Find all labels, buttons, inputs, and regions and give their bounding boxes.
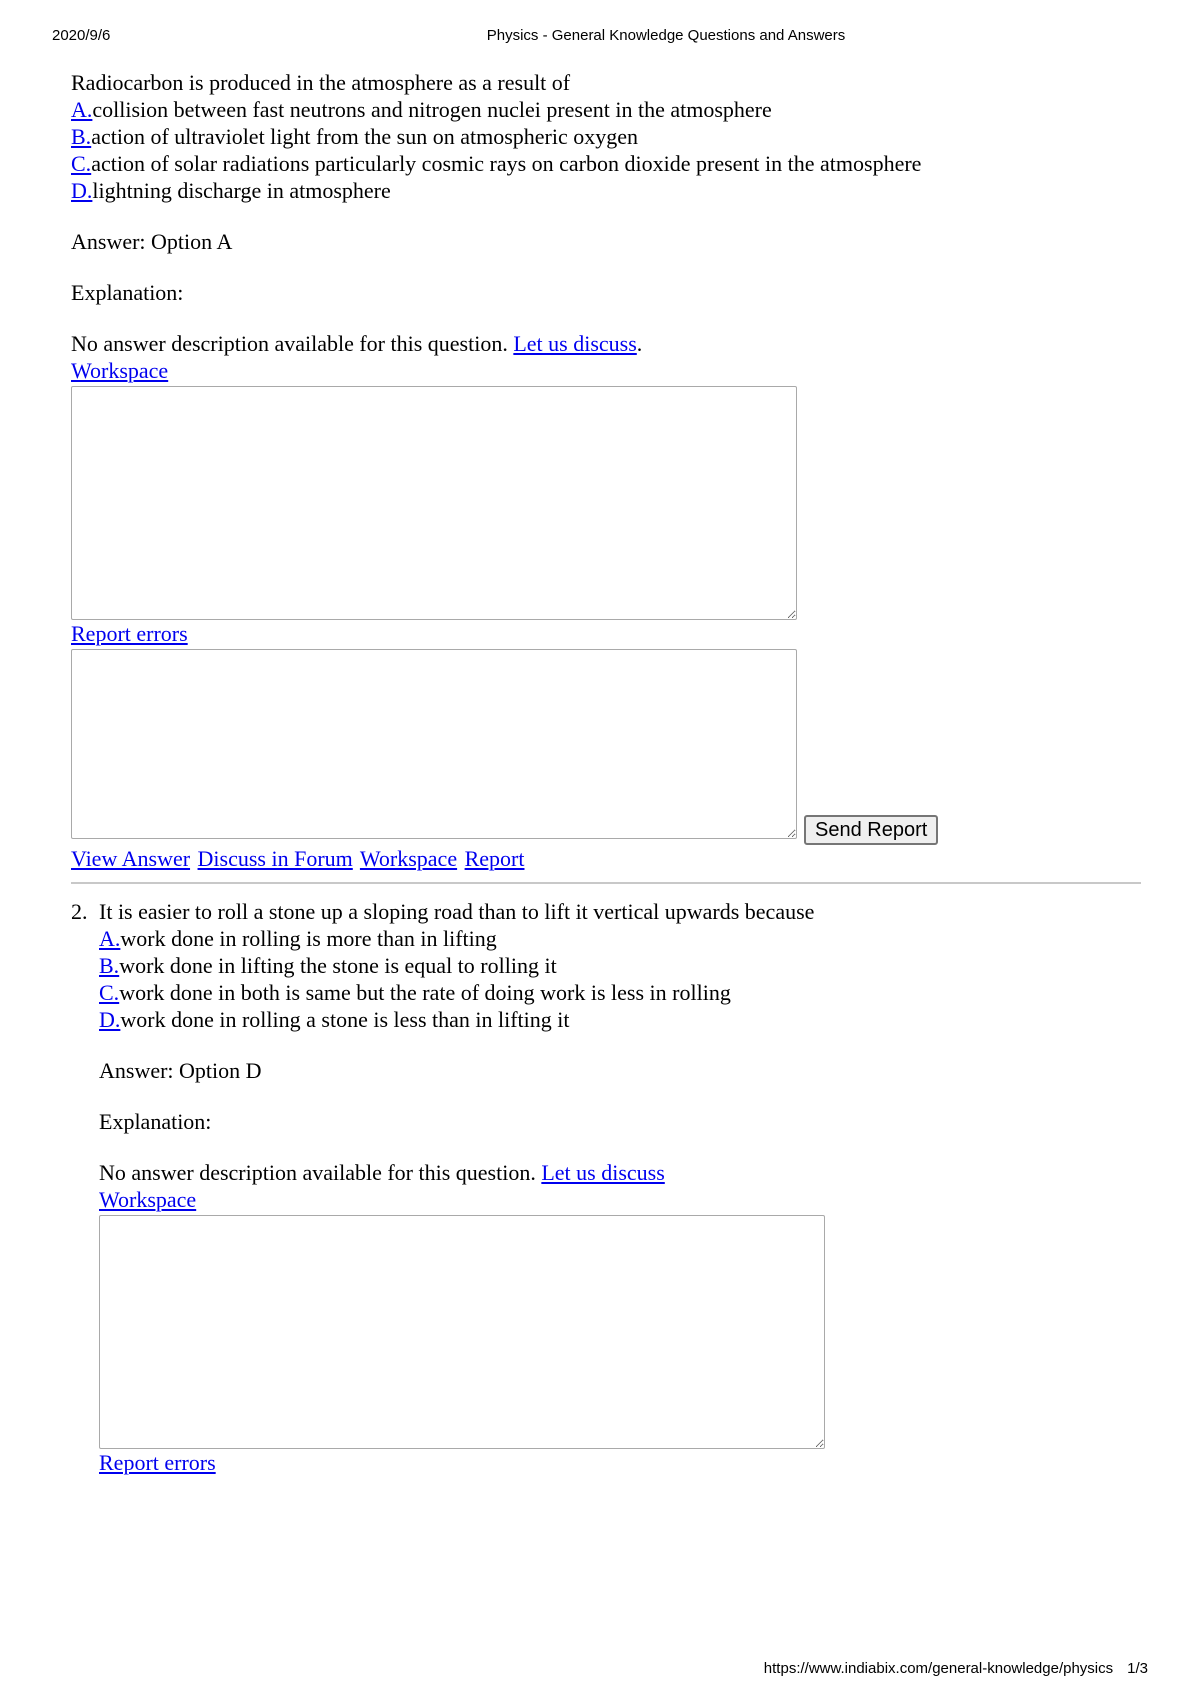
option-d — [99, 1006, 1151, 1033]
discuss-link[interactable]: Let us discuss — [541, 1160, 665, 1185]
option-d — [71, 177, 1151, 204]
workspace-textarea[interactable] — [99, 1215, 825, 1449]
no-description-text: No answer description available for this question. — [99, 1160, 536, 1185]
option-b-link[interactable]: B. — [71, 124, 92, 149]
question-2 — [71, 898, 1151, 1476]
print-date: 2020/9/6 — [52, 27, 111, 44]
option-c-link[interactable]: C. — [99, 980, 120, 1005]
answer-text: Answer: Option D — [99, 1058, 262, 1083]
option-a-link[interactable]: A. — [99, 926, 121, 951]
option-a — [99, 925, 1151, 952]
option-c — [71, 150, 1151, 177]
no-description — [99, 1159, 1151, 1186]
page-number: 1/3 — [1127, 1660, 1148, 1677]
action-links — [71, 845, 1151, 872]
option-a-link[interactable]: A. — [71, 97, 93, 122]
question-1 — [71, 69, 1151, 872]
report-errors-link[interactable]: Report errors — [71, 621, 188, 646]
option-c — [99, 979, 1151, 1006]
page-footer — [750, 1660, 1148, 1677]
divider — [71, 882, 1141, 884]
report-textarea[interactable] — [71, 649, 797, 839]
option-b — [99, 952, 1151, 979]
workspace-action-link[interactable]: Workspace — [359, 846, 458, 871]
option-b-link[interactable]: B. — [99, 953, 120, 978]
option-b-text: work done in lifting the stone is equal to rolling it — [119, 953, 557, 978]
option-d-text: lightning discharge in atmosphere — [92, 178, 391, 203]
option-b — [71, 123, 1151, 150]
workspace-textarea[interactable] — [71, 386, 797, 620]
option-d-link[interactable]: D. — [99, 1007, 121, 1032]
workspace-link[interactable]: Workspace — [99, 1187, 197, 1212]
question-number: 2. — [71, 899, 88, 924]
discuss-in-forum-link[interactable]: Discuss in Forum — [197, 846, 353, 871]
option-a — [71, 96, 1151, 123]
report-errors-link[interactable]: Report errors — [99, 1450, 216, 1475]
option-a-text: collision between fast neutrons and nitrogen nuclei present in the atmosphere — [92, 97, 772, 122]
page-title: Physics - General Knowledge Questions and Answers — [486, 27, 846, 44]
content — [71, 69, 1151, 1476]
option-b-text: action of ultraviolet light from the sun on atmospheric oxygen — [91, 124, 639, 149]
question-text: It is easier to roll a stone up a sloping road than to lift it vertical upwards because — [99, 899, 815, 924]
footer-url: https://www.indiabix.com/general-knowledge/physics — [763, 1660, 1114, 1677]
question-text: Radiocarbon is produced in the atmosphere as a result of — [71, 70, 571, 95]
option-d-text: work done in rolling a stone is less than in lifting it — [120, 1007, 570, 1032]
option-c-link[interactable]: C. — [71, 151, 92, 176]
report-action-link[interactable]: Report — [464, 846, 525, 871]
option-d-link[interactable]: D. — [71, 178, 93, 203]
option-c-text: action of solar radiations particularly cosmic rays on carbon dioxide present in the atmosphere — [91, 151, 922, 176]
workspace-link[interactable]: Workspace — [71, 358, 169, 383]
report-form — [71, 649, 1151, 841]
discuss-suffix: . — [636, 331, 643, 356]
send-report-button[interactable]: Send Report — [804, 815, 938, 845]
explanation-label: Explanation: — [99, 1109, 212, 1134]
explanation-label: Explanation: — [71, 280, 184, 305]
view-answer-link[interactable]: View Answer — [71, 846, 191, 871]
option-a-text: work done in rolling is more than in lifting — [120, 926, 497, 951]
option-c-text: work done in both is same but the rate of doing work is less in rolling — [119, 980, 731, 1005]
no-description-text: No answer description available for this question. — [71, 331, 508, 356]
answer-text: Answer: Option A — [71, 229, 233, 254]
no-description — [71, 330, 1151, 357]
discuss-link[interactable]: Let us discuss — [513, 331, 637, 356]
